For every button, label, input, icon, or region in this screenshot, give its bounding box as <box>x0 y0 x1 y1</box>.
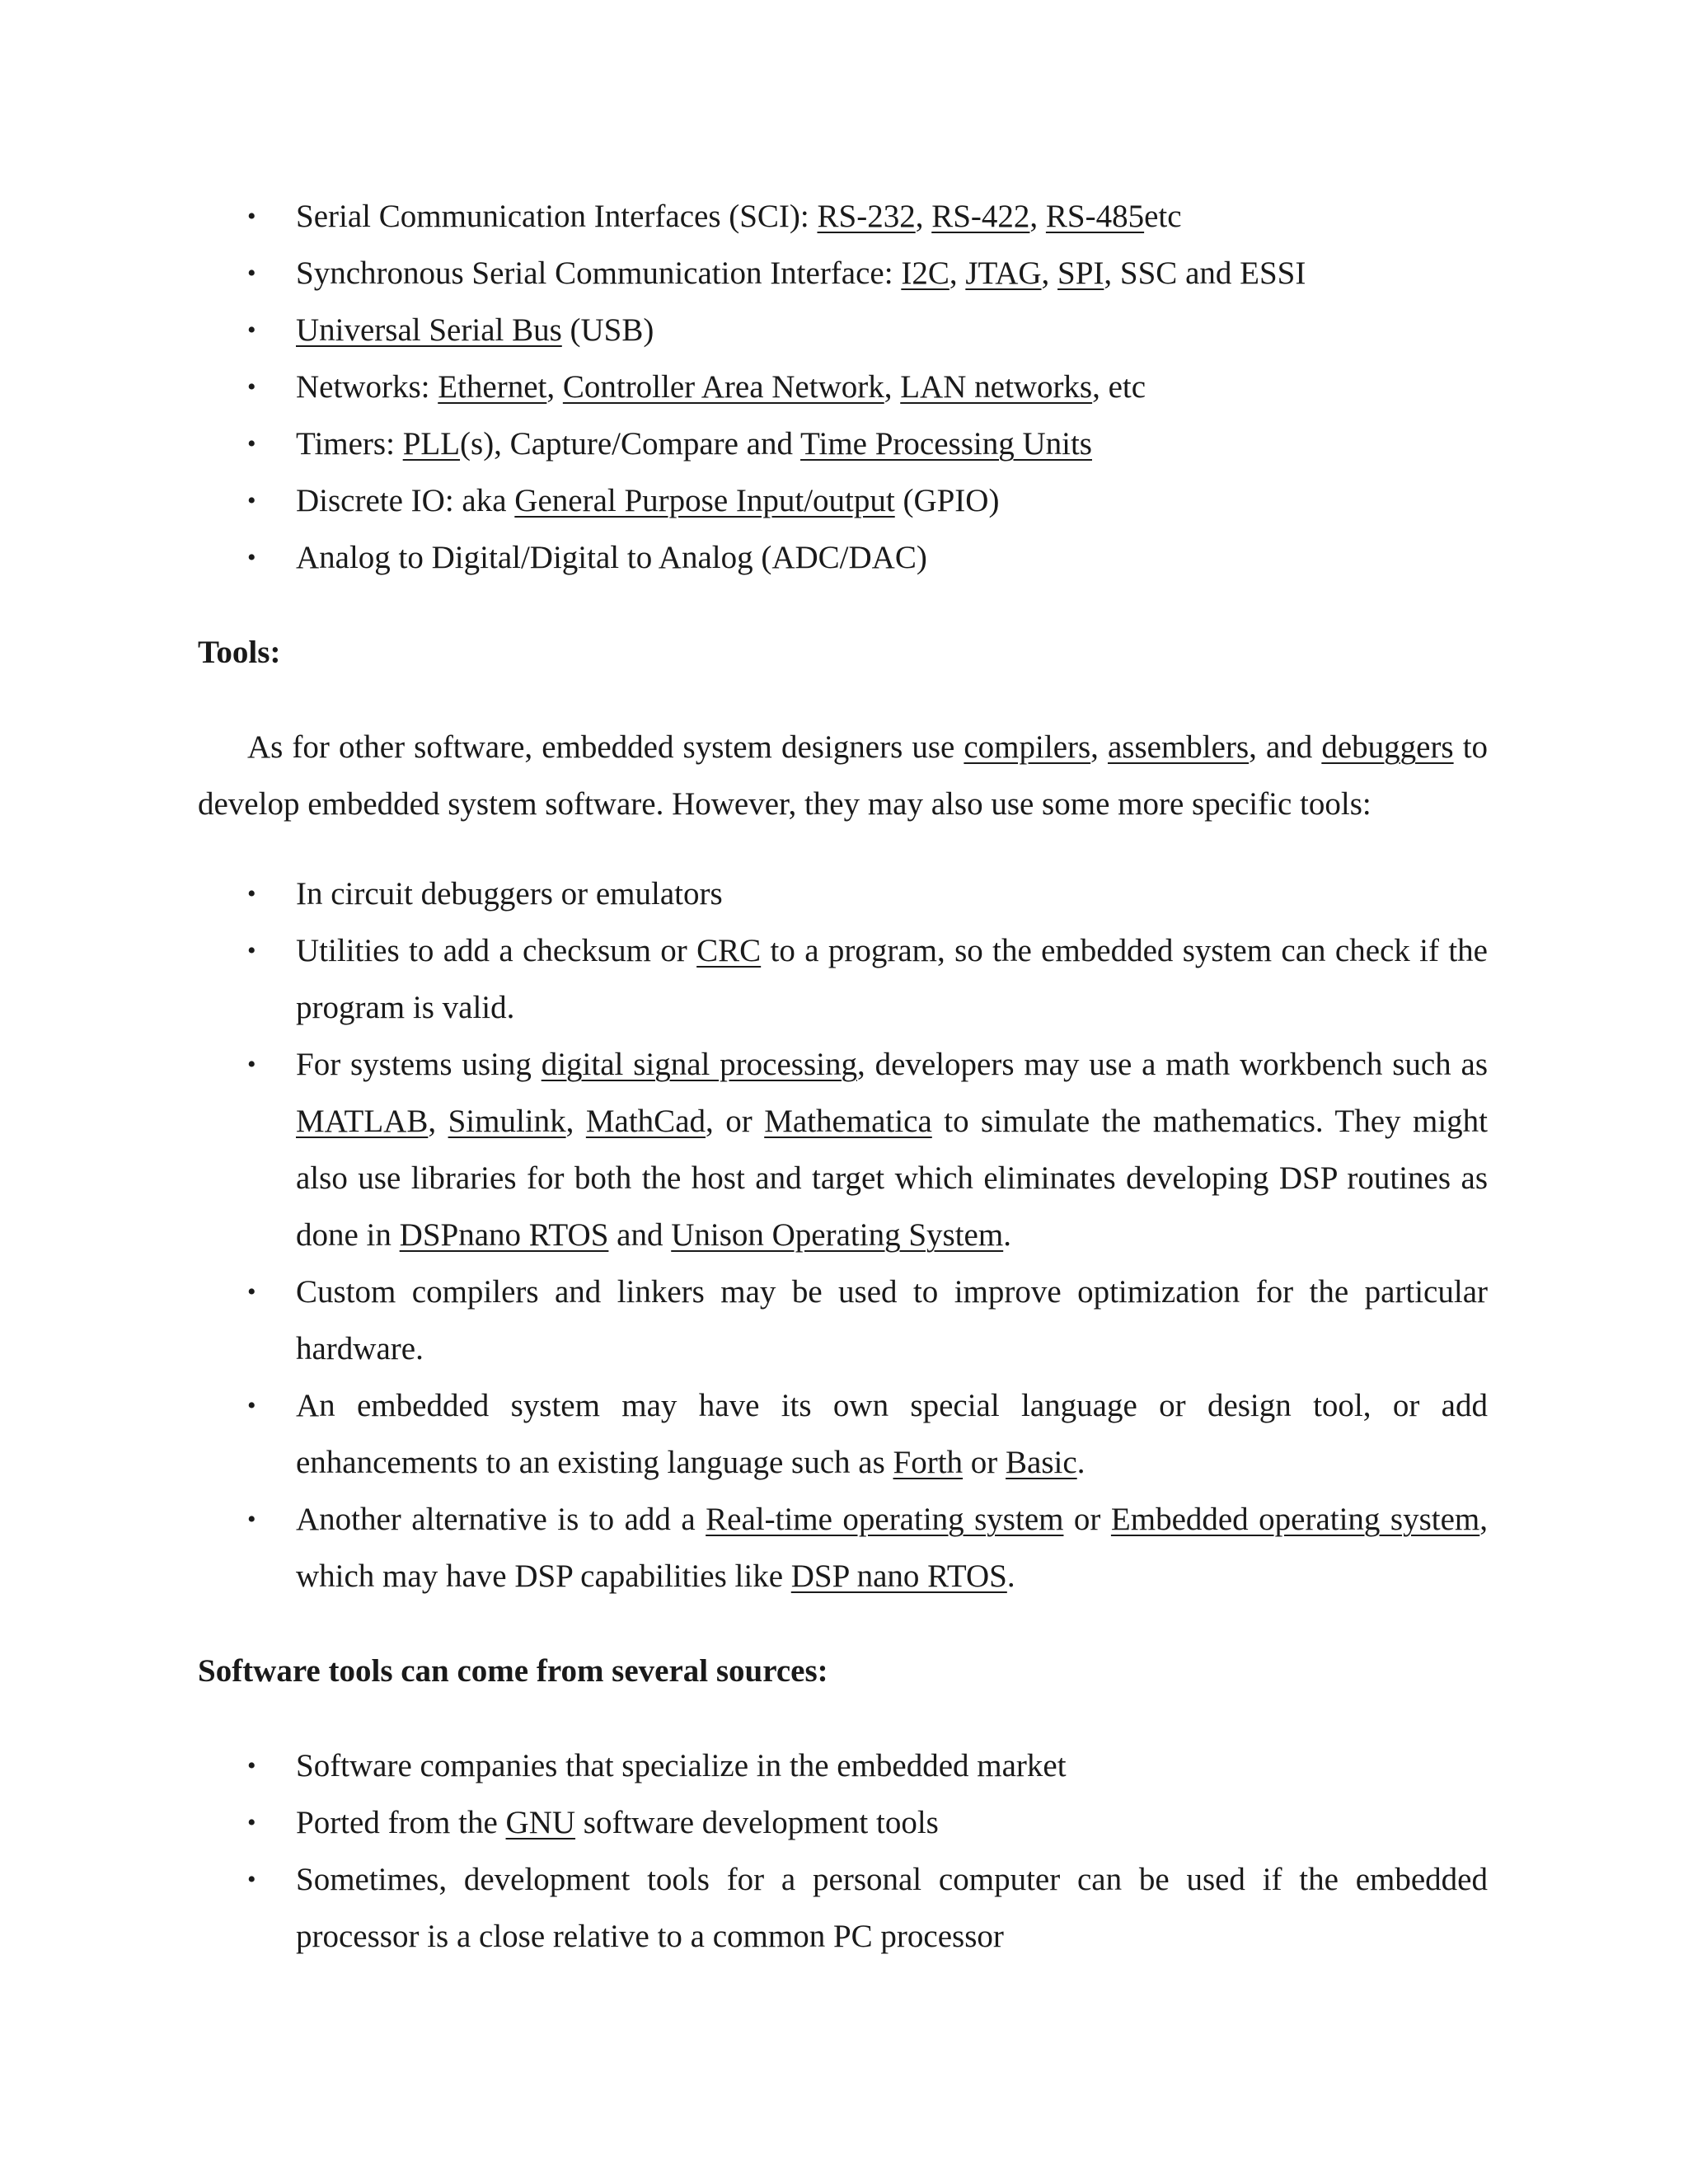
bullet-icon: • <box>247 937 256 964</box>
list-item <box>198 1036 1488 1263</box>
hyperlink[interactable]: SPI <box>1057 255 1104 291</box>
text-run: Software companies that specialize in the embedded market <box>296 1748 1067 1783</box>
list-item <box>198 359 1488 415</box>
text-run: , etc <box>1092 369 1146 405</box>
text-run: Ported from the <box>296 1805 506 1840</box>
text-run: As for other software, embedded system designers use <box>247 729 964 765</box>
list-item <box>198 1737 1488 1794</box>
list-item <box>198 865 1488 922</box>
hyperlink[interactable]: Embedded operating system <box>1110 1502 1480 1537</box>
text-run: (USB) <box>561 312 654 348</box>
text-run: , <box>565 1104 586 1139</box>
hyperlink[interactable]: JTAG <box>965 255 1042 291</box>
text-run: . <box>1076 1445 1085 1480</box>
text-run: Analog to Digital/Digital to Analog (ADC/DAC) <box>296 540 927 575</box>
text-run: , developers may use a math workbench such as <box>856 1047 1488 1082</box>
text-run: to a program, so the embedded system can check if the program is valid. <box>296 933 1488 1025</box>
hyperlink[interactable]: General Purpose Input/output <box>514 483 895 518</box>
text-run: , and <box>1249 729 1322 765</box>
hyperlink[interactable]: RS-422 <box>931 199 1030 234</box>
text-run: Custom compilers and linkers may be used to improve optimization for the particular hardware. <box>296 1274 1488 1366</box>
hyperlink[interactable]: RS-485 <box>1045 199 1145 234</box>
text-run: , <box>949 255 966 291</box>
bullet-icon: • <box>247 430 256 457</box>
tools-paragraph <box>198 719 1488 832</box>
text-run: to develop embedded system software. However, they may also use some more specific tools: <box>198 729 1489 822</box>
bullet-icon: • <box>247 1278 256 1305</box>
bullet-icon: • <box>247 1752 256 1779</box>
list-item <box>198 1851 1488 1965</box>
hyperlink[interactable]: PLL <box>402 426 461 462</box>
text-run: Synchronous Serial Communication Interface: <box>296 255 902 291</box>
bullet-icon: • <box>247 1809 256 1836</box>
text-run: Another alternative is to add a <box>296 1502 706 1537</box>
text-run: Timers: <box>296 426 403 462</box>
text-run: (GPIO) <box>894 483 1000 518</box>
text-run: , or <box>706 1104 765 1139</box>
hyperlink[interactable]: Universal Serial Bus <box>296 312 562 348</box>
text-run: For systems using <box>296 1047 542 1082</box>
bullet-icon: • <box>247 203 256 230</box>
hyperlink[interactable]: LAN networks <box>900 369 1093 405</box>
list-item <box>198 529 1488 586</box>
list-item <box>198 1491 1488 1605</box>
bullet-icon: • <box>247 1866 256 1893</box>
text-run: Serial Communication Interfaces (SCI): <box>296 199 818 234</box>
text-run: , <box>1029 199 1046 234</box>
hyperlink[interactable]: MATLAB <box>296 1104 429 1139</box>
hyperlink[interactable]: Basic <box>1006 1445 1077 1480</box>
text-run: etc <box>1144 199 1182 234</box>
hyperlink[interactable]: GNU <box>505 1805 576 1840</box>
list-item <box>198 1377 1488 1491</box>
hyperlink[interactable]: digital signal processing <box>541 1047 857 1082</box>
list-item <box>198 188 1488 245</box>
text-run: , <box>915 199 932 234</box>
hyperlink[interactable]: Unison Operating System <box>671 1217 1004 1253</box>
bullet-icon: • <box>247 373 256 401</box>
bullet-icon: • <box>247 316 256 344</box>
bullet-icon: • <box>247 544 256 571</box>
hyperlink[interactable]: Real-time operating system <box>706 1502 1064 1537</box>
text-run: . <box>1003 1217 1011 1253</box>
text-run: or <box>963 1445 1006 1480</box>
list-item <box>198 415 1488 472</box>
text-run: , SSC and ESSI <box>1104 255 1306 291</box>
hyperlink[interactable]: assemblers <box>1108 729 1250 765</box>
peripherals-list <box>198 188 1488 586</box>
bullet-icon: • <box>247 1506 256 1533</box>
hyperlink[interactable]: debuggers <box>1321 729 1454 765</box>
text-run: , <box>1041 255 1058 291</box>
text-run: Utilities to add a checksum or <box>296 933 697 968</box>
hyperlink[interactable]: Simulink <box>448 1104 566 1139</box>
text-run: to simulate the mathematics. They might also use libraries for both the host and target which eliminates developing DSP routines as done in <box>296 1104 1489 1253</box>
hyperlink[interactable]: Controller Area Network <box>562 369 884 405</box>
text-run: or <box>1063 1502 1111 1537</box>
list-item <box>198 302 1488 359</box>
hyperlink[interactable]: Forth <box>893 1445 964 1480</box>
hyperlink[interactable]: Mathematica <box>764 1104 932 1139</box>
hyperlink[interactable]: RS-232 <box>817 199 916 234</box>
bullet-icon: • <box>247 1051 256 1078</box>
list-item <box>198 1794 1488 1851</box>
hyperlink[interactable]: MathCad <box>585 1104 706 1139</box>
text-run: , <box>1090 729 1108 765</box>
text-run: , <box>884 369 901 405</box>
text-run: , <box>428 1104 448 1139</box>
text-run: . <box>1006 1558 1015 1594</box>
hyperlink[interactable]: DSPnano RTOS <box>399 1217 609 1253</box>
sources-heading: Software tools can come from several sources: <box>198 1653 828 1689</box>
text-run: software development tools <box>575 1805 939 1840</box>
bullet-icon: • <box>247 1392 256 1419</box>
hyperlink[interactable]: I2C <box>901 255 950 291</box>
text-run: Discrete IO: aka <box>296 483 515 518</box>
text-run: , which may have DSP capabilities like <box>296 1502 1488 1594</box>
sources-list <box>198 1737 1488 1965</box>
list-item <box>198 245 1488 302</box>
document-page <box>198 188 1488 1965</box>
hyperlink[interactable]: Ethernet <box>438 369 547 405</box>
text-run: In circuit debuggers or emulators <box>296 876 723 912</box>
list-item <box>198 1263 1488 1377</box>
text-run: , <box>546 369 563 405</box>
text-run: An embedded system may have its own special language or design tool, or add enhancements to an existing language such as <box>296 1388 1488 1480</box>
hyperlink[interactable]: DSP nano RTOS <box>790 1558 1007 1594</box>
bullet-icon: • <box>247 487 256 514</box>
bullet-icon: • <box>247 260 256 287</box>
text-run: (s), Capture/Compare and <box>460 426 801 462</box>
text-run: Sometimes, development tools for a personal computer can be used if the embedded processor is a close relative to a common PC processor <box>296 1862 1488 1954</box>
text-run: and <box>608 1217 672 1253</box>
tools-list <box>198 865 1488 1605</box>
text-run: Networks: <box>296 369 438 405</box>
bullet-icon: • <box>247 880 256 907</box>
hyperlink[interactable]: CRC <box>696 933 762 968</box>
hyperlink[interactable]: Time Processing Units <box>800 426 1092 462</box>
list-item <box>198 922 1488 1036</box>
list-item <box>198 472 1488 529</box>
hyperlink[interactable]: compilers <box>964 729 1091 765</box>
tools-heading: Tools: <box>198 635 281 670</box>
